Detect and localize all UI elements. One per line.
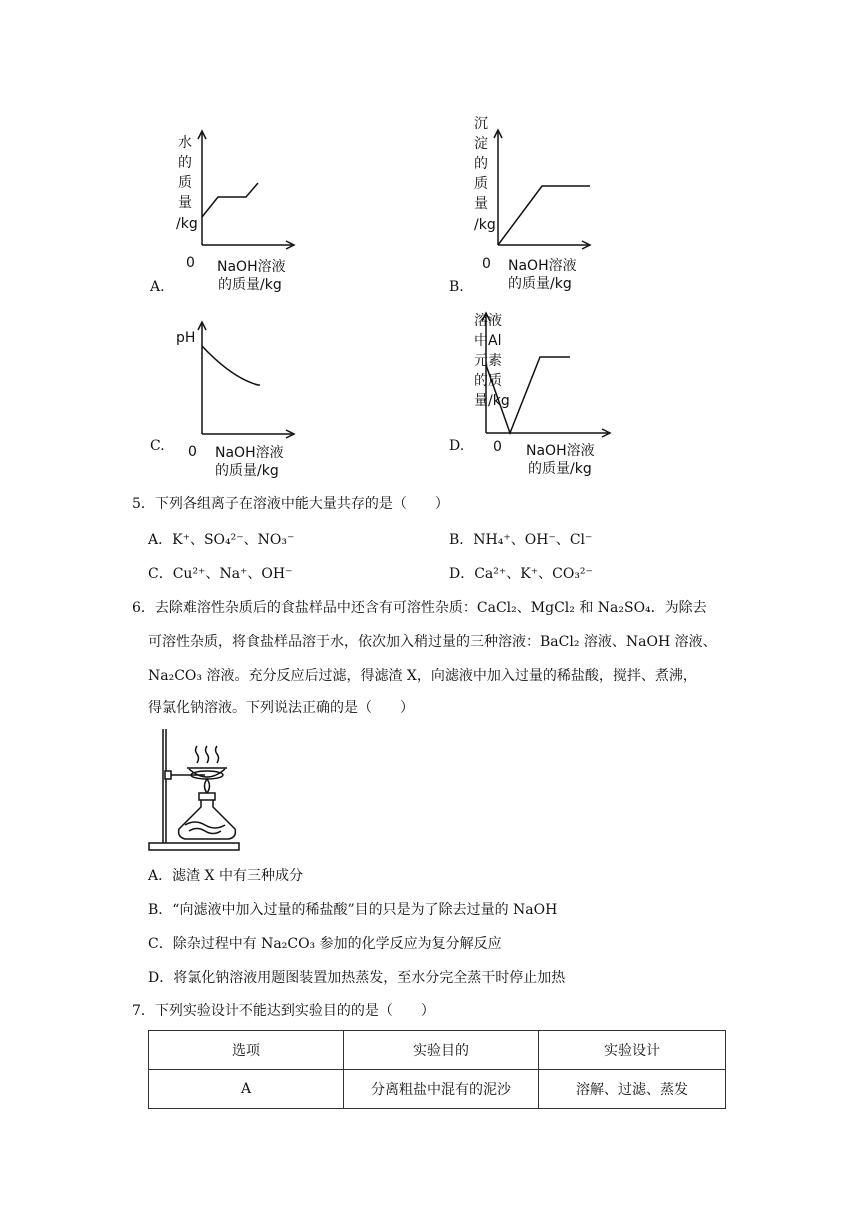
graph-d-ylabel-4: 量/kg (474, 393, 510, 409)
graph-d-xlabel-1: 的质量/kg (528, 461, 592, 477)
table-row (149, 1070, 726, 1109)
q7-table (148, 1030, 726, 1109)
q6-option-b: B．“向滤液中加入过量的稀盐酸”目的只是为了除去过量的 NaOH (148, 902, 558, 918)
graph-a-ylabel-2: 质 (178, 175, 192, 191)
q6-line-3: Na₂CO₃ 溶液。充分反应后过滤，得滤渣 X，向滤液中加入过量的稀盐酸，搅拌、煮沸， (148, 668, 697, 684)
graph-b-origin: 0 (482, 256, 491, 272)
graph-b-option: B. (449, 279, 464, 295)
graph-b-xlabel-1: 的质量/kg (508, 276, 572, 292)
graph-d-origin: 0 (493, 439, 502, 455)
graph-b-ylabel-0: 沉 (474, 116, 488, 132)
graph-a-origin: 0 (186, 255, 195, 271)
graph-b-ylabel-4: 量 (474, 196, 488, 212)
graph-c-xlabel-0: NaOH溶液 (215, 445, 284, 461)
evaporation-apparatus-illustration (145, 725, 245, 855)
graph-c-option: C. (150, 438, 165, 454)
graph-d-ylabel-3: 的质 (474, 373, 502, 389)
graph-c-ylabel-0: pH (176, 330, 196, 346)
graph-b-ylabel-3: 质 (474, 176, 488, 192)
graph-d-option: D. (449, 438, 465, 454)
graph-b-ylabel-5: /kg (474, 217, 496, 233)
table-header-row (149, 1031, 726, 1070)
table-cell: 分离粗盐中混有的泥沙 (344, 1070, 539, 1109)
graph-d-ylabel-1: 中Al (474, 333, 502, 349)
table-header-cell: 实验目的 (344, 1031, 539, 1070)
q7-stem: 7．下列实验设计不能达到实验目的的是（ ） (132, 1003, 435, 1019)
q6-option-a: A．滤渣 X 中有三种成分 (148, 868, 303, 884)
graph-d-ylabel-2: 元素 (474, 353, 502, 369)
graph-b (440, 112, 610, 292)
q5-option-c: C．Cu²⁺、Na⁺、OH⁻ (148, 566, 293, 582)
graph-a-ylabel-4: /kg (176, 216, 198, 232)
q5-stem: 5．下列各组离子在溶液中能大量共存的是（ ） (132, 496, 449, 512)
graph-b-ylabel-2: 的 (474, 156, 488, 172)
graph-a-ylabel-0: 水 (178, 135, 192, 151)
q6-line-1: 6．去除难溶性杂质后的食盐样品中还含有可溶性杂质：CaCl₂、MgCl₂ 和 Na₂SO₄．为除去 (132, 600, 707, 616)
graph-a-ylabel-3: 量 (178, 195, 192, 211)
graph-d (440, 305, 620, 485)
q6-line-2: 可溶性杂质，将食盐样品溶于水，依次加入稍过量的三种溶液：BaCl₂ 溶液、NaOH 溶液、 (148, 634, 717, 650)
table-header-cell: 实验设计 (539, 1031, 726, 1070)
table-cell: 溶解、过滤、蒸发 (539, 1070, 726, 1109)
q6-option-d: D．将氯化钠溶液用题图装置加热蒸发，至水分完全蒸干时停止加热 (148, 970, 566, 986)
graph-b-xlabel-0: NaOH溶液 (508, 258, 577, 274)
table-header-cell: 选项 (149, 1031, 344, 1070)
table-cell: A (149, 1070, 344, 1109)
graph-a-ylabel-1: 的 (178, 155, 192, 171)
graph-c-xlabel-1: 的质量/kg (215, 463, 279, 479)
graph-a-option: A. (150, 279, 165, 295)
q5-option-a: A．K⁺、SO₄²⁻、NO₃⁻ (148, 532, 295, 548)
graph-a (140, 125, 310, 295)
graph-d-ylabel-0: 溶液 (474, 313, 502, 329)
graph-a-xlabel-0: NaOH溶液 (217, 259, 286, 275)
q5-option-d: D．Ca²⁺、K⁺、CO₃²⁻ (449, 566, 593, 582)
q5-option-b: B．NH₄⁺、OH⁻、Cl⁻ (449, 532, 593, 548)
q6-line-4: 得氯化钠溶液。下列说法正确的是（ ） (148, 700, 414, 716)
graph-c-origin: 0 (188, 444, 197, 460)
graph-b-ylabel-1: 淀 (474, 136, 488, 152)
graph-c (160, 312, 320, 482)
graph-a-xlabel-1: 的质量/kg (218, 277, 282, 293)
graph-d-xlabel-0: NaOH溶液 (526, 443, 595, 459)
q6-option-c: C．除杂过程中有 Na₂CO₃ 参加的化学反应为复分解反应 (148, 936, 502, 952)
